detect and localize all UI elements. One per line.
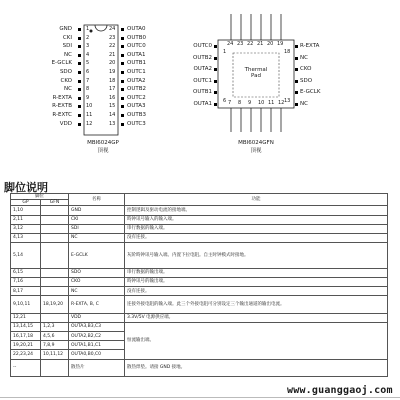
cell-gp: 5,14 <box>11 243 41 269</box>
dip-right-pin-label: OUTA0 <box>127 26 146 32</box>
cell-function: 连接外接电阻的输入端。此三个外接电阻可分别设定三个输出通道的输出电流。 <box>125 296 388 313</box>
cell-gfn: 7,8,9 <box>41 341 69 350</box>
cell-name: SDI <box>69 224 125 233</box>
qfn-index-6: 6 <box>223 98 227 104</box>
dip-right-pin-label: OUTC0 <box>127 43 146 50</box>
cell-name: 散热片 <box>69 359 125 376</box>
cell-gfn <box>41 206 69 215</box>
header-gfn: GFN <box>41 200 69 206</box>
qfn-right-pin-label: CKO <box>300 66 312 72</box>
qfn-left-pin-label: OUTC1 <box>193 77 212 84</box>
dip-left-pin-label: SDO <box>59 69 72 75</box>
dip-right-pin-number: 18 <box>109 77 116 84</box>
dip-left-pin-number: 6 <box>86 69 90 75</box>
qfn-left-lead <box>214 80 217 83</box>
bottom-divider <box>0 397 400 398</box>
dip-right-pin-number: 21 <box>109 51 116 58</box>
dip-right-pin-label: OUTB1 <box>127 60 146 67</box>
dip-left-pin-number: 10 <box>86 103 93 110</box>
cell-gp: 16,17,18 <box>11 332 41 341</box>
dip-left-pin-label: VDD <box>59 120 72 127</box>
cell-gp: -- <box>11 359 41 376</box>
dip-right-pin-label: OUTB2 <box>127 86 146 93</box>
table-row <box>11 243 388 269</box>
dip-right-pin-number: 20 <box>109 60 116 67</box>
qfn-right-lead <box>295 91 298 94</box>
dip-right-pin-label: OUTC3 <box>127 120 146 127</box>
cell-function: 串行数据的输入端。 <box>125 224 388 233</box>
watermark: www.guanggaoj.com <box>287 385 393 396</box>
cell-gfn <box>41 359 69 376</box>
qfn-index-13: 13 <box>284 98 291 104</box>
cell-name: OUTA3,B3,C3 <box>69 322 125 331</box>
cell-name: VDD <box>69 313 125 322</box>
qfn-bottom-pin-number: 11 <box>268 100 275 106</box>
qfn-left-lead <box>214 91 217 94</box>
qfn-right-pin-label: SDO <box>300 77 313 84</box>
cell-gp: 3,12 <box>11 224 41 233</box>
qfn-top-pin-number: 24 <box>227 41 234 47</box>
dip-right-pin-label: OUTC2 <box>127 94 146 101</box>
dip-left-pin-number: 1 <box>86 26 90 32</box>
qfn-right-pin-label: NC <box>300 100 308 107</box>
cell-function: 控制逻辑及驱动电流的接地端。 <box>125 206 388 215</box>
qfn-top-pin-number: 23 <box>237 41 244 47</box>
qfn-left-pin-label: OUTA2 <box>193 66 212 72</box>
cell-gp: 22,23,24 <box>11 350 41 359</box>
cell-name: R-EXTA, B, C <box>69 296 125 313</box>
qfn-right-pin-label: R-EXTA <box>300 43 320 49</box>
qfn-top-pin-number: 19 <box>277 41 284 47</box>
dip-left-pin-number: 8 <box>86 86 90 93</box>
cell-name: E-GCLK <box>69 243 125 269</box>
dip-left-pin-number: 5 <box>86 60 90 67</box>
table-row <box>11 313 388 322</box>
qfn-left-pin-label: OUTB2 <box>193 54 212 61</box>
dip-right-pin-label: OUTB0 <box>127 34 146 41</box>
dip-right-pin-number: 23 <box>109 34 116 41</box>
table-row <box>11 233 388 242</box>
cell-name: OUTA0,B0,C0 <box>69 350 125 359</box>
dip-right-pin-number: 24 <box>109 26 116 32</box>
dip-left-pin-number: 11 <box>86 112 93 118</box>
header-gp: GP <box>11 200 41 206</box>
dip-caption-part: MBI6024GP <box>87 140 119 146</box>
cell-function: 3.3V/5V 电源供应端。 <box>125 313 388 322</box>
cell-name: CKI <box>69 215 125 224</box>
dip-left-pin-label: CKI <box>62 34 72 41</box>
cell-function: 時钟讯号输入的输入端。 <box>125 215 388 224</box>
cell-name: OUTA2,B2,C2 <box>69 332 125 341</box>
dip-right-pin-number: 17 <box>109 86 116 93</box>
dip-right-pin-number: 13 <box>109 120 116 127</box>
header-name: 名称 <box>69 194 125 206</box>
qfn-right-lead <box>295 103 298 106</box>
table-row <box>11 296 388 313</box>
table-row <box>11 224 388 233</box>
cell-gp: 1,10 <box>11 206 41 215</box>
qfn-top-pin-number: 21 <box>257 41 264 47</box>
cell-function: 没有连接。 <box>125 287 388 296</box>
dip-caption-view: 顶视 <box>97 148 109 154</box>
section-title: 脚位说明 <box>4 181 48 194</box>
cell-function: 没有连接。 <box>125 233 388 242</box>
cell-function: 散热焊垫。请接 GND 接地。 <box>125 359 388 376</box>
header-pin-group: 脚位 <box>11 194 69 200</box>
dip-right-pin-number: 14 <box>109 112 116 118</box>
cell-name: CKO <box>69 277 125 286</box>
dip-left-pin-label: R-EXTA <box>52 94 72 101</box>
cell-gfn <box>41 215 69 224</box>
cell-name: NC <box>69 233 125 242</box>
qfn-left-lead <box>214 68 217 71</box>
cell-function: 灰阶時钟讯号输入端。内置下拉电阻。自主时钟模式时接地。 <box>125 243 388 269</box>
dip-right-pin-label: OUTA2 <box>127 77 146 84</box>
dip-left-pin-label: NC <box>64 86 72 93</box>
cell-gfn <box>41 233 69 242</box>
cell-gp: 4,13 <box>11 233 41 242</box>
dip-left-pin-number: 12 <box>86 120 93 127</box>
qfn-right-lead <box>295 57 298 60</box>
dip-right-pin-label: OUTA3 <box>127 103 146 110</box>
dip-left-pin-label: CKO <box>60 77 72 84</box>
dip-right-pin-number: 15 <box>109 103 116 110</box>
qfn-top-pin-number: 20 <box>267 41 274 47</box>
dip-left-pin-label: R-EXTC <box>52 112 72 118</box>
qfn-bottom-pin-number: 8 <box>238 100 242 106</box>
qfn-right-pin-label: E-GCLK <box>300 89 321 95</box>
qfn-right-lead <box>295 68 298 71</box>
dip-left-pin-label: NC <box>64 51 72 58</box>
qfn-bottom-pin-number: 12 <box>278 100 285 106</box>
qfn-caption-view: 顶视 <box>250 148 262 154</box>
cell-gfn: 1,2,3 <box>41 322 69 331</box>
qfn-caption-part: MBI6024GFN <box>238 140 274 146</box>
cell-gfn <box>41 287 69 296</box>
qfn-right-lead <box>295 80 298 83</box>
cell-gp: 2,11 <box>11 215 41 224</box>
cell-gfn: 18,19,20 <box>41 296 69 313</box>
dip-left-pin-number: 3 <box>86 43 90 50</box>
cell-function: 串行数据的输出端。 <box>125 268 388 277</box>
cell-gfn <box>41 243 69 269</box>
cell-gfn <box>41 224 69 233</box>
dip-left-pin-number: 4 <box>86 51 90 58</box>
qfn-left-lead <box>214 45 217 48</box>
dip-left-pin-number: 9 <box>86 94 90 101</box>
qfn-right-pin-label: NC <box>300 54 308 61</box>
dip-right-pin-label: OUTA1 <box>127 51 146 58</box>
dip-left-pin-label: GND <box>59 26 72 32</box>
table-row <box>11 322 388 331</box>
cell-name: SDO <box>69 268 125 277</box>
dip-right-pin-number: 16 <box>109 94 116 101</box>
cell-gfn <box>41 277 69 286</box>
dip-right-pin-number: 19 <box>109 69 116 75</box>
qfn-left-pin-label: OUTA1 <box>193 100 212 107</box>
dip-right-pin-number: 22 <box>109 43 116 50</box>
qfn-bottom-pin-number: 7 <box>228 100 232 106</box>
dip-left-pin-label: E-GCLK <box>51 60 72 67</box>
cell-name: NC <box>69 287 125 296</box>
cell-name: OUTA1,B1,C1 <box>69 341 125 350</box>
qfn-top-pin-number: 22 <box>247 41 254 47</box>
qfn-left-lead <box>214 57 217 60</box>
qfn-left-lead <box>214 103 217 106</box>
table-row <box>11 215 388 224</box>
table-row <box>11 206 388 215</box>
cell-function: 恒流输出端。 <box>125 322 388 359</box>
cell-gfn <box>41 313 69 322</box>
cell-name: GND <box>69 206 125 215</box>
cell-gp: 7,16 <box>11 277 41 286</box>
cell-gfn <box>41 268 69 277</box>
qfn-bottom-pin-number: 9 <box>248 100 252 106</box>
table-row <box>11 287 388 296</box>
table-row <box>11 359 388 376</box>
table-row <box>11 277 388 286</box>
cell-gp: 12,21 <box>11 313 41 322</box>
cell-gp: 6,15 <box>11 268 41 277</box>
dip-right-pin-label: OUTB3 <box>127 112 146 118</box>
dip-right-pin-label: OUTC1 <box>127 69 146 75</box>
cell-function: 時钟讯号的输出端。 <box>125 277 388 286</box>
cell-gp: 13,14,15 <box>11 322 41 331</box>
qfn-index-first: 1 <box>223 49 227 55</box>
cell-gp: 9,10,11 <box>11 296 41 313</box>
dip-left-pin-label: R-EXTB <box>52 103 72 110</box>
pin-table <box>10 193 388 377</box>
header-function: 功能 <box>125 194 388 206</box>
cell-gp: 19,20,21 <box>11 341 41 350</box>
qfn-right-lead <box>295 45 298 48</box>
thermal-pad-label: Thermal Pad <box>244 67 268 80</box>
qfn-bottom-pin-number: 10 <box>258 100 265 106</box>
dip-left-pin-number: 2 <box>86 34 90 41</box>
cell-gfn: 4,5,6 <box>41 332 69 341</box>
cell-gfn: 10,11,12 <box>41 350 69 359</box>
table-row <box>11 268 388 277</box>
cell-gp: 8,17 <box>11 287 41 296</box>
qfn-index-18: 18 <box>284 49 291 55</box>
qfn-left-pin-label: OUTB1 <box>193 89 212 95</box>
dip-left-pin-number: 7 <box>86 77 90 84</box>
qfn-left-pin-label: OUTC0 <box>193 43 212 49</box>
dip-left-pin-label: SDI <box>62 43 72 50</box>
